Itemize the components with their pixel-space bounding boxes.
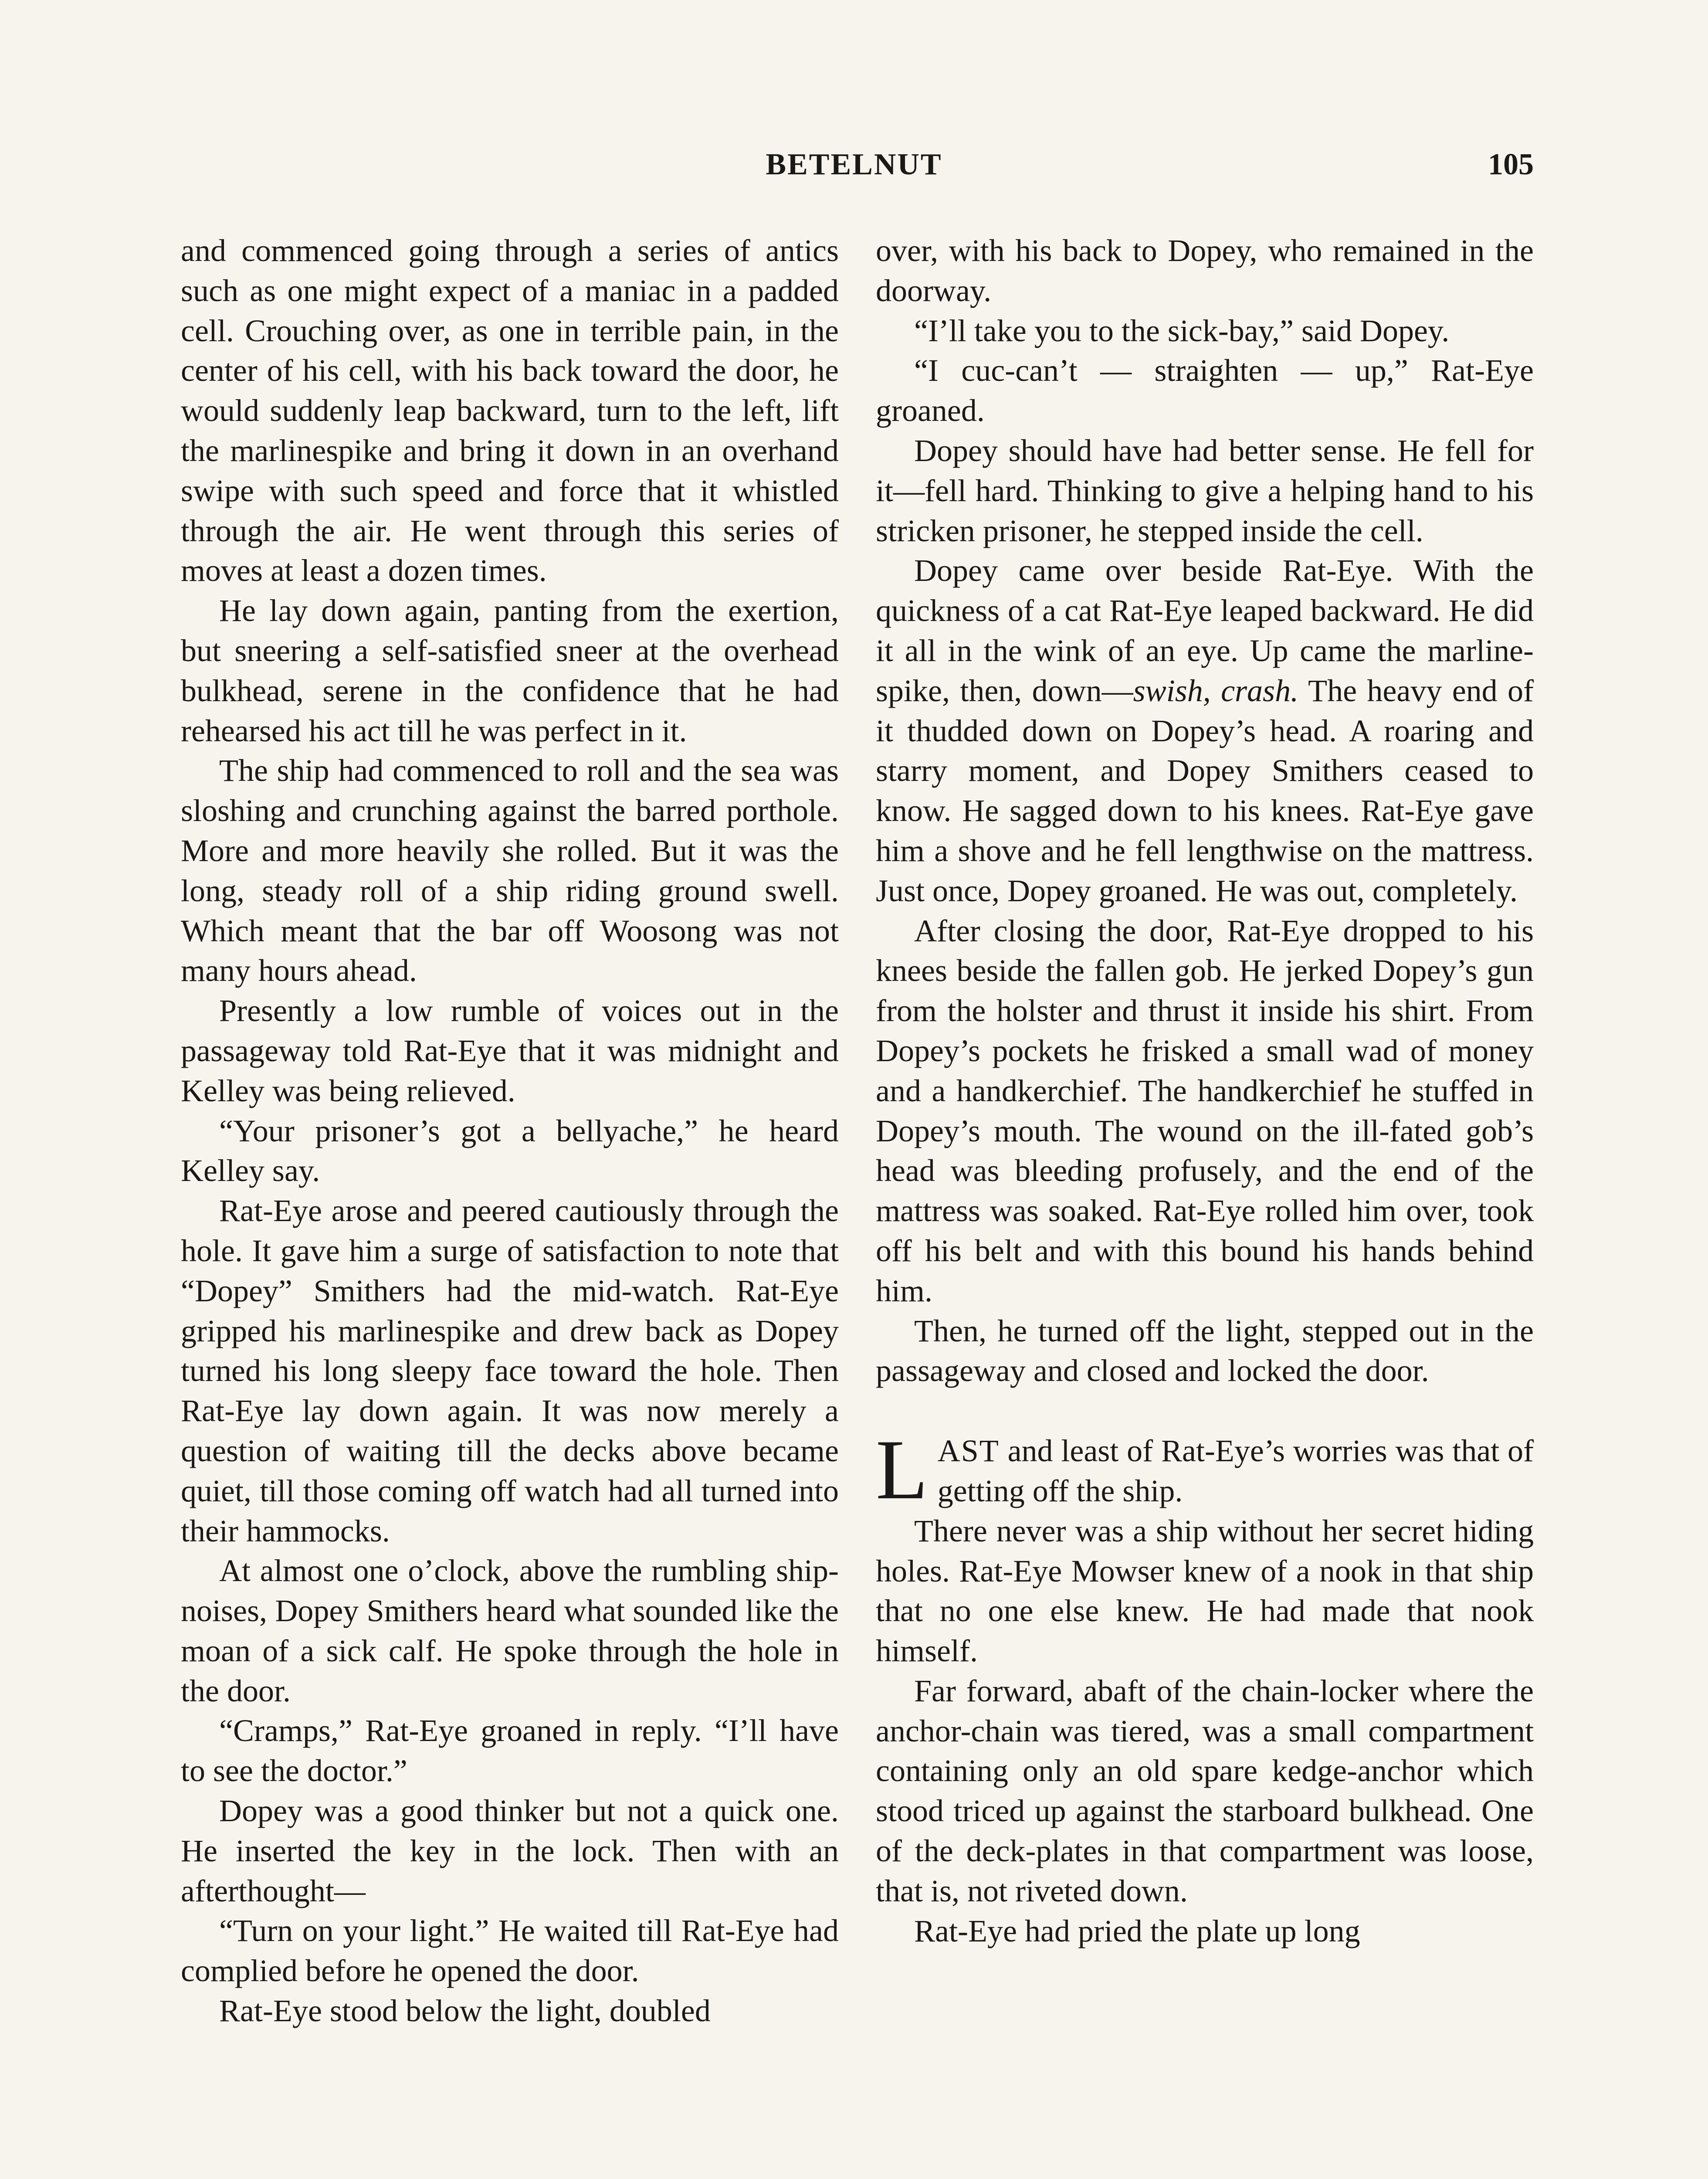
paragraph: Rat-Eye arose and peered cautiously through the hole. It gave him a surge of satisfaction to note that “Dopey” Smithers had the mid-watch. Rat-Eye gripped his marlinespike and drew back as Dopey turned his long sleepy face toward the hole. Then Rat-Eye lay down again. It was now merely a question of waiting till the decks above became quiet, till those coming off watch had all turned into their hammocks. (181, 1193, 839, 1548)
paragraph: Then, he turned off the light, stepped out in the passageway and closed and locked the door. (876, 1313, 1534, 1388)
paragraph: He lay down again, panting from the exertion, but sneering a self-satisfied sneer at the overhead bulkhead, serene in the confidence that he had rehearsed his act till he was perfect in it. (181, 593, 839, 748)
paragraph: Presently a low rumble of voices out in the passageway told Rat-Eye that it was midnight and Kelley was being relieved. (181, 993, 839, 1108)
paragraph: At almost one o’clock, above the rumbling ship-noises, Dopey Smithers heard what sounded like the moan of a sick calf. He spoke through the hole in the door. (181, 1553, 839, 1708)
right-column (876, 231, 1534, 1951)
running-head (174, 139, 1534, 191)
paragraph-text: Dopey came over beside Rat-Eye. With the quickness of a cat Rat-Eye leaped backward. He did it all in the wink of an eye. Up came the marlinespike, then, down— (876, 553, 1534, 708)
paragraph-text: and least of Rat-Eye’s worries was that of getting off the ship. (937, 1433, 1534, 1508)
paragraph (876, 551, 1534, 911)
paragraph: Dopey should have had better sense. He fell for it—fell hard. Thinking to give a helping hand to his stricken prisoner, he stepped inside the cell. (876, 433, 1534, 548)
drop-cap: L (876, 1422, 928, 1517)
italic-text: swish, crash. (1133, 673, 1299, 708)
paragraph: Dopey was a good thinker but not a quick one. He inserted the key in the lock. Then with an afterthought— (181, 1793, 839, 1908)
section-break (876, 1391, 1534, 1431)
paragraph: “I’ll take you to the sick-bay,” said Dopey. (914, 313, 1450, 348)
paragraph: Rat-Eye stood below the light, doubled (219, 1993, 711, 2029)
section-opening-paragraph (876, 1422, 1534, 1517)
paragraph: “Your prisoner’s got a bellyache,” he heard Kelley say. (181, 1113, 839, 1188)
paragraph-text: The heavy end of it thudded down on Dopey’s head. A roaring and starry moment, and Dopey Smithers ceased to know. He sagged down to his knees. Rat-Eye gave him a shove and he fell lengthwise on the mattress. Just once, Dopey groaned. He was out, completely. (876, 673, 1534, 908)
paragraph: “Cramps,” Rat-Eye groaned in reply. “I’ll have to see the doctor.” (181, 1713, 839, 1789)
paragraph: Far forward, abaft of the chain-locker where the anchor-chain was tiered, was a small compartment containing only an old spare kedge-anchor which stood triced up against the starboard bulkhead. One of the deck-plates in that compartment was loose, that is, not riveted down. (876, 1673, 1534, 1908)
paragraph: The ship had commenced to roll and the sea was sloshing and crunching against the barred porthole. More and more heavily she rolled. But it was the long, steady roll of a ship riding ground swell. Which meant that the bar off Woosong was not many hours ahead. (181, 753, 839, 988)
page-number: 105 (1488, 148, 1534, 181)
lead-word: AST (937, 1433, 1000, 1469)
chapter-title: BETELNUT (766, 148, 942, 181)
paragraph: “I cuc-can’t — straighten — up,” Rat-Eye groaned. (876, 353, 1534, 428)
paragraph: and commenced going through a series of antics such as one might expect of a maniac in a padded cell. Crouching over, as one in terrible pain, in the center of his cell, with his back toward the door, he would suddenly leap backward, turn to the left, lift the marlinespike and bring it down in an overhand swipe with such speed and force that it whistled through the air. He went through this series of moves at least a dozen times. (181, 233, 839, 588)
paragraph: There never was a ship without her secret hiding holes. Rat-Eye Mowser knew of a nook in that ship that no one else knew. He had made that nook himself. (876, 1513, 1534, 1669)
paragraph: After closing the door, Rat-Eye dropped to his knees beside the fallen gob. He jerked Dopey’s gun from the holster and thrust it inside his shirt. From Dopey’s pockets he frisked a small wad of money and a handkerchief. The handkerchief he stuffed in Dopey’s mouth. The wound on the ill-fated gob’s head was bleeding profusely, and the end of the mattress was soaked. Rat-Eye rolled him over, took off his belt and with this bound his hands behind him. (876, 913, 1534, 1308)
left-column (181, 231, 839, 2031)
paragraph: over, with his back to Dopey, who remained in the doorway. (876, 233, 1534, 308)
paragraph: Rat-Eye had pried the plate up long (914, 1913, 1360, 1948)
paragraph: “Turn on your light.” He waited till Rat-Eye had complied before he opened the door. (181, 1913, 839, 1989)
